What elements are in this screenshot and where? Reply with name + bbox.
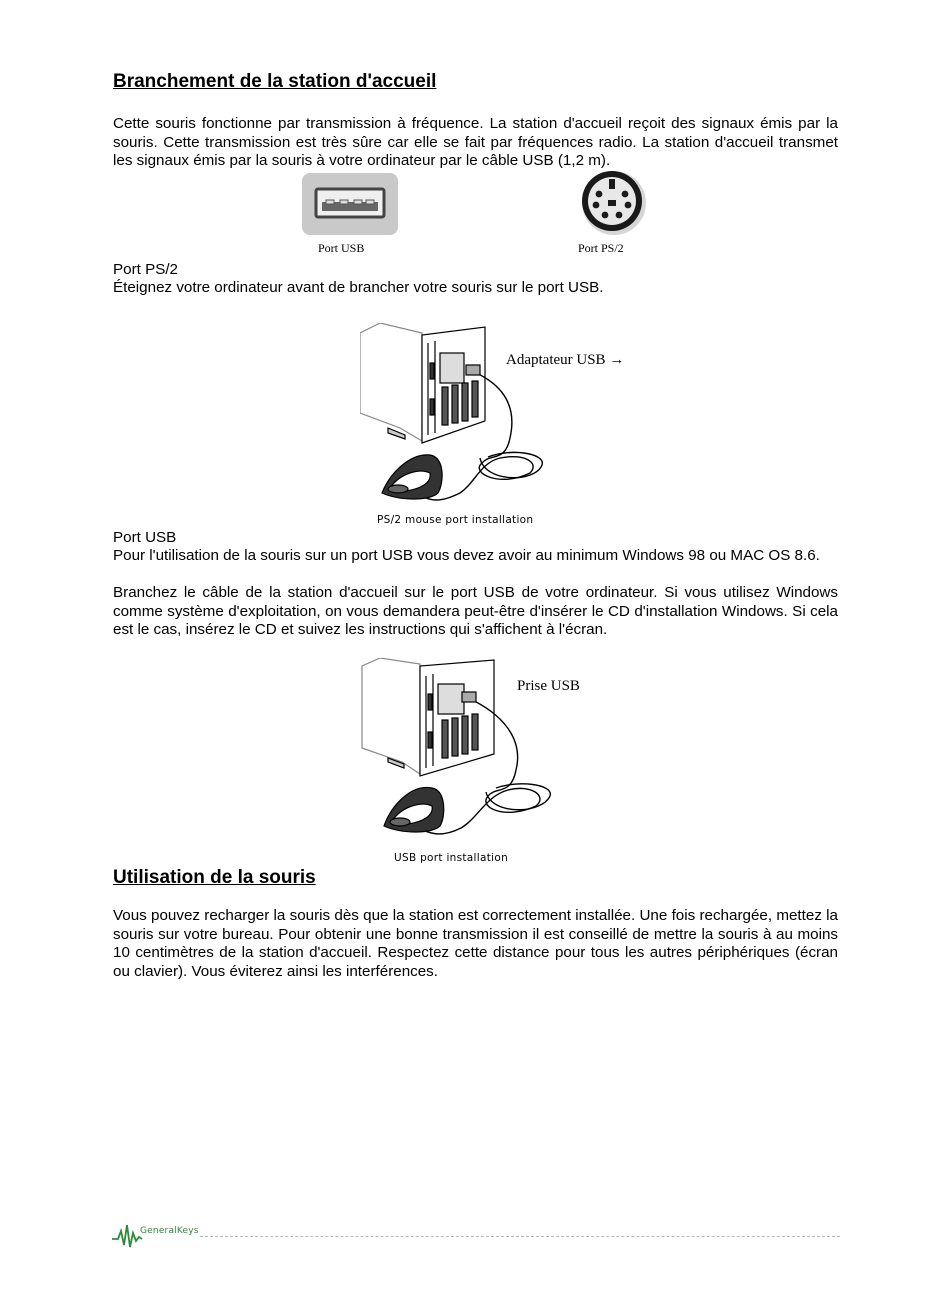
- usb-instructions: Branchez le câble de la station d'accueil sur le port USB de votre ordinateur. Si vous utilisez Windows comme système d'exploitation, on vous demandera peut-être d'insérer le CD d'installation Windows. Si cela est le cas, insérez le CD et suivez les instructions qui s'affichent à l'écran.: [113, 584, 838, 639]
- intro-paragraph: Cette souris fonctionne par transmission à fréquence. La station d'accueil reçoit des signaux émis par la souris. Cette transmission est très sûre car elle se fait par fréquences radio. La station d'accueil transmet les signaux émis par la souris à votre ordinateur par le câble USB (1,2 m).: [113, 115, 838, 170]
- ps2-heading: Port PS/2: [113, 261, 178, 278]
- usb-port-icon: [302, 173, 398, 235]
- usage-paragraph: Vous pouvez recharger la souris dès que la station est correctement installée. Une fois rechargée, mettez la souris sur votre bureau. Pour obtenir une bonne transmission il est conseillé de mettre la souris à au moins 10 centimètres de la station d'accueil. Respectez cette distance pour tous les autres périphériques (écran ou clavier). Vous éviterez ainsi les interférences.: [113, 907, 838, 980]
- section-title-docking: Branchement de la station d'accueil: [113, 71, 437, 92]
- figure2-caption: USB port installation: [394, 852, 509, 864]
- figure1-caption: PS/2 mouse port installation: [377, 514, 534, 526]
- figure2-label: Prise USB: [517, 678, 580, 694]
- ps2-port-caption: Port PS/2: [578, 241, 624, 255]
- ps2-port-icon: [578, 170, 650, 236]
- usb-heading: Port USB: [113, 529, 177, 546]
- footer-logo-text: GeneralKeys: [140, 1226, 199, 1236]
- section-title-usage: Utilisation de la souris: [113, 867, 316, 888]
- usb-port-caption: Port USB: [318, 241, 365, 255]
- ps2-instructions: Éteignez votre ordinateur avant de brancher votre souris sur le port USB.: [113, 279, 604, 296]
- footer-divider: [200, 1236, 840, 1237]
- usb-requirements: Pour l'utilisation de la souris sur un port USB vous devez avoir au minimum Windows 98 ou MAC OS 8.6.: [113, 547, 820, 564]
- figure1-label: Adaptateur USB →: [506, 352, 625, 368]
